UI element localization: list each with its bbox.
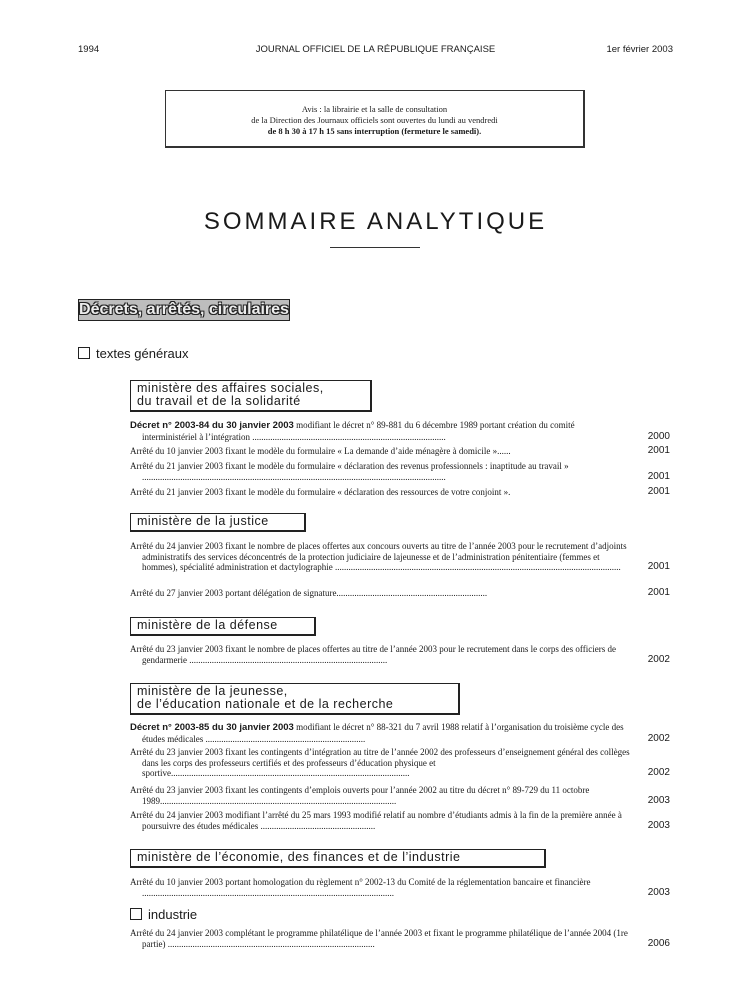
toc-entry[interactable] [130, 446, 670, 457]
entry-bold-title: Décret n° 2003-84 du 30 janvier 2003 [130, 420, 294, 431]
section-heading-general [78, 346, 189, 361]
ministry-heading-jeunesse [130, 683, 460, 715]
notice-line-1: Avis : la librairie et la salle de consultation [301, 104, 448, 114]
ministry-heading-justice [130, 513, 306, 532]
entry-text: Arrêté du 24 janvier 2003 complétant le programme philatélique de l’année 2003 et fixant le programme philatélique de l’année 2004 (1re partie) ............................................................................................ [130, 928, 628, 949]
checkbox-square-icon [78, 347, 90, 359]
toc-entry[interactable] [130, 461, 670, 482]
entry-text: Arrêté du 23 janvier 2003 fixant les contingents d’emplois ouverts pour l’année 2002 au titre du décret n° 89-729 du 11 octobre 1989......................................................................................................... [130, 785, 590, 806]
page-number: 1994 [78, 44, 100, 55]
entry-page: 2000 [647, 430, 670, 442]
checkbox-square-icon [130, 908, 142, 920]
entry-text: Arrêté du 21 janvier 2003 fixant le modèle du formulaire « déclaration des ressources de votre conjoint ». [130, 487, 511, 497]
ministry-heading-economie [130, 849, 546, 868]
entry-page: 2002 [647, 767, 670, 778]
entry-text: modifiant le décret n° 89-881 du 6 décembre 1989 portant création du comité interministériel à l’intégration ...................................................................................... [142, 420, 575, 442]
toc-entry[interactable] [130, 810, 670, 831]
entry-page: 2006 [647, 937, 670, 949]
entry-text: Arrêté du 23 janvier 2003 fixant le nombre de places offertes au titre de l’année 2003 pour le recrutement dans le corps des officiers de gendarmerie ........................................................................................ [130, 644, 616, 665]
toc-entry[interactable] [130, 747, 670, 779]
toc-entry[interactable] [130, 722, 670, 744]
ministry-heading-line: ministère de la jeunesse, [137, 684, 288, 698]
title-rule [330, 247, 420, 248]
ministry-heading-line: ministère de l’économie, des finances et de l’industrie [137, 850, 461, 864]
notice-box [165, 90, 585, 148]
entry-text: modifiant le décret n° 88-321 du 7 avril 1988 relatif à l’organisation du troisième cycle des études médicales ....................................................................... [142, 722, 624, 744]
entry-text: Arrêté du 24 janvier 2003 fixant le nombre de places offertes aux concours ouverts au titre de l’année 2003 pour le recrutement d’adjoints administratifs des services déconcentrés de la protection judiciaire de lajeunesse et de l’administration pénitentiaire (femmes et hommes), spécialité administration et dactylographie ............................................................................................................................... [130, 541, 627, 572]
toc-entry[interactable] [130, 588, 670, 599]
entry-text: Arrêté du 21 janvier 2003 fixant le modèle du formulaire « déclaration des revenus professionnels : inaptitude au travail » ....................................................................................................................................... [130, 461, 569, 482]
ministry-heading-line: du travail et de la solidarité [137, 394, 301, 408]
toc-entry[interactable] [130, 928, 670, 949]
toc-entry[interactable] [130, 785, 670, 806]
ministry-heading-line: ministère des affaires sociales, [137, 381, 324, 395]
entry-page: 2001 [647, 445, 670, 456]
entry-page: 2001 [647, 486, 670, 497]
entry-page: 2003 [647, 794, 670, 806]
ministry-heading-social [130, 380, 372, 412]
entry-bold-title: Décret n° 2003-85 du 30 janvier 2003 [130, 722, 294, 733]
toc-entry[interactable] [130, 877, 670, 898]
entry-text: Arrêté du 27 janvier 2003 portant délégation de signature................................................................... [130, 588, 488, 598]
entry-page: 2003 [647, 819, 670, 831]
section-heading-label: textes généraux [96, 346, 189, 361]
section-banner: Décrets, arrêtés, circulaires [78, 299, 290, 321]
notice-line-3: de 8 h 30 à 17 h 15 sans interruption (fermeture le samedi). [267, 126, 482, 136]
journal-title: JOURNAL OFFICIEL DE LA RÉPUBLIQUE FRANÇAISE [255, 44, 496, 55]
entry-text: Arrêté du 23 janvier 2003 fixant les contingents d’intégration au titre de l’année 2002 des professeurs d’enseignement général des collèges dans les corps des professeurs certifiés et des professeurs d’éducation physique et sportive.......................................................................................................... [130, 747, 630, 778]
toc-entry[interactable] [130, 420, 670, 442]
page-title: SOMMAIRE ANALYTIQUE [203, 208, 548, 235]
entry-page: 2001 [647, 470, 670, 482]
ministry-heading-line: ministère de la défense [137, 618, 278, 632]
entry-page: 2002 [647, 732, 670, 744]
entry-page: 2001 [647, 561, 670, 572]
issue-date: 1er février 2003 [606, 44, 673, 55]
section-heading-industrie [130, 907, 197, 922]
notice-line-2: de la Direction des Journaux officiels sont ouvertes du lundi au vendredi [251, 115, 498, 125]
entry-page: 2002 [647, 653, 670, 665]
ministry-heading-line: ministère de la justice [137, 514, 269, 528]
toc-entry[interactable] [130, 487, 670, 498]
entry-page: 2001 [647, 587, 670, 598]
toc-entry[interactable] [130, 644, 670, 665]
ministry-heading-line: de l’éducation nationale et de la recherche [137, 697, 394, 711]
entry-text: Arrêté du 10 janvier 2003 portant homologation du règlement n° 2002-13 du Comité de la réglementation bancaire et financière ................................................................................................................ [130, 877, 591, 898]
section-heading-label: industrie [148, 907, 198, 922]
toc-entry[interactable] [130, 541, 670, 573]
entry-text: Arrêté du 10 janvier 2003 fixant le modèle du formulaire « La demande d’aide ménagère à domicile »...... [130, 446, 511, 456]
entry-page: 2003 [647, 886, 670, 898]
ministry-heading-defense [130, 617, 316, 636]
entry-text: Arrêté du 24 janvier 2003 modifiant l’arrêté du 25 mars 1993 modifié relatif au nombre d’étudiants admis à la fin de la première année à poursuivre des études médicales ................................................... [130, 810, 622, 831]
